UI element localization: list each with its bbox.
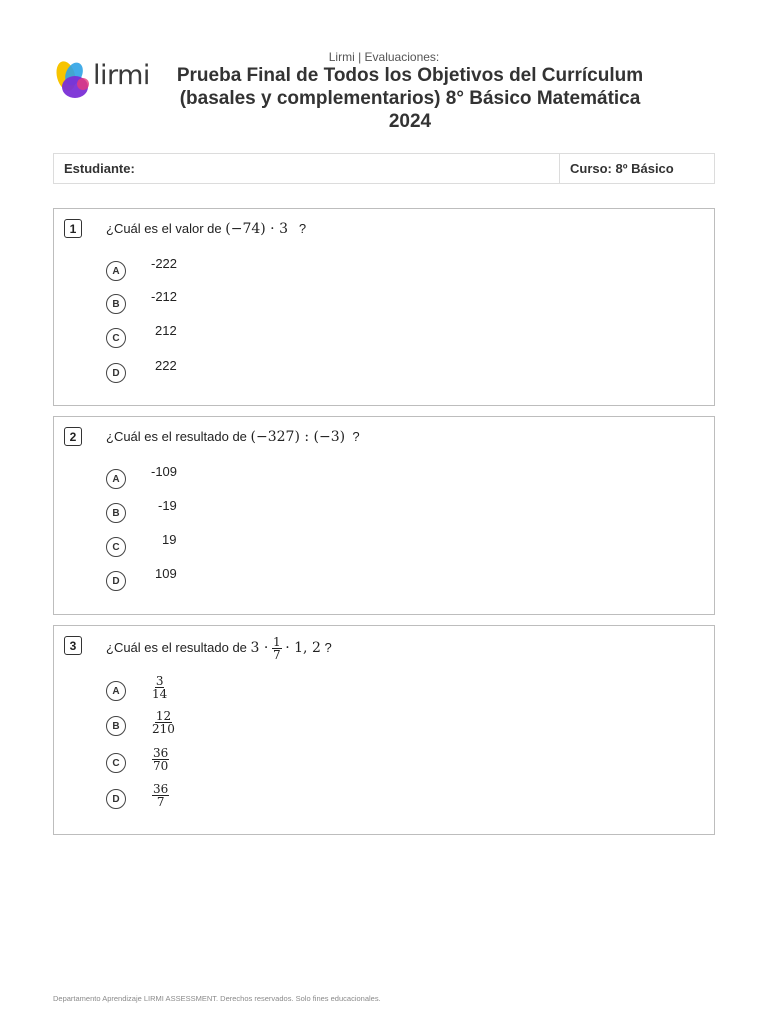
question-text xyxy=(106,636,332,661)
option-value: 222 xyxy=(155,358,177,373)
fraction-denominator: 14 xyxy=(152,687,168,701)
fraction-numerator: 1 xyxy=(272,635,281,649)
title-line-2: (basales y complementarios) 8° Básico Matemática xyxy=(179,88,641,109)
question-2 xyxy=(53,416,715,615)
question-suffix: ? xyxy=(324,639,332,655)
option-letter[interactable]: D xyxy=(106,789,126,809)
fraction-denominator: 7 xyxy=(156,795,165,809)
student-label: Estudiante: xyxy=(54,154,560,183)
option-value: 212 xyxy=(155,323,177,338)
question-suffix: ? xyxy=(298,221,307,236)
expression-pre: 3 · xyxy=(250,639,269,656)
question-expression: (−74) · 3 xyxy=(225,221,288,237)
option-letter[interactable]: B xyxy=(106,294,126,314)
title-line-3: 2024 xyxy=(388,111,432,132)
expression-fraction xyxy=(272,636,282,661)
option-letter[interactable]: C xyxy=(106,753,126,773)
logo-text: lirmi xyxy=(93,60,150,91)
option-value: -19 xyxy=(158,498,177,513)
option-value: 19 xyxy=(162,532,177,547)
question-expression: (−327) : (−3) xyxy=(250,429,346,445)
header-subtitle: Lirmi | Evaluaciones: xyxy=(328,50,440,64)
option-letter[interactable]: C xyxy=(106,537,126,557)
option-value: -222 xyxy=(151,256,178,271)
option-letter[interactable]: A xyxy=(106,261,126,281)
fraction-denominator: 70 xyxy=(153,759,169,773)
question-number: 2 xyxy=(64,427,82,446)
option-letter[interactable]: B xyxy=(106,716,126,736)
question-prefix: ¿Cuál es el valor de xyxy=(106,221,222,236)
question-prefix: ¿Cuál es el resultado de xyxy=(106,429,247,444)
course-label: Curso: 8º Básico xyxy=(570,161,674,176)
title-line-1: Prueba Final de Todos los Objetivos del Currículum xyxy=(176,65,644,86)
question-1 xyxy=(53,208,715,406)
option-letter[interactable]: C xyxy=(106,328,126,348)
question-number: 1 xyxy=(64,219,82,238)
question-3 xyxy=(53,625,715,835)
option-fraction xyxy=(152,783,169,808)
fraction-denominator: 7 xyxy=(272,648,281,662)
question-suffix: ? xyxy=(352,429,360,444)
option-letter[interactable]: A xyxy=(106,469,126,489)
fraction-numerator: 36 xyxy=(153,746,169,760)
fraction-denominator: 210 xyxy=(152,722,175,736)
question-prefix: ¿Cuál es el resultado de xyxy=(106,639,247,655)
option-fraction xyxy=(152,675,167,700)
footer-text: Departamento Aprendizaje LIRMI ASSESSMENT. Derechos reservados. Solo fines educacionales. xyxy=(53,994,381,1003)
option-letter[interactable]: A xyxy=(106,681,126,701)
option-letter[interactable]: D xyxy=(106,363,126,383)
page-title xyxy=(160,64,660,133)
option-fraction xyxy=(152,747,169,772)
option-letter[interactable]: D xyxy=(106,571,126,591)
question-text xyxy=(106,427,360,447)
fraction-numerator: 36 xyxy=(153,782,169,796)
question-number: 3 xyxy=(64,636,82,655)
expression-post: · 1, 2 xyxy=(285,639,321,656)
question-text xyxy=(106,219,306,239)
option-value: -109 xyxy=(151,464,178,479)
student-info-row xyxy=(53,153,715,184)
option-value: 109 xyxy=(155,566,177,581)
option-fraction xyxy=(152,710,175,735)
fraction-numerator: 12 xyxy=(155,709,172,723)
option-letter[interactable]: B xyxy=(106,503,126,523)
option-value: -212 xyxy=(151,289,178,304)
fraction-numerator: 3 xyxy=(155,674,164,688)
